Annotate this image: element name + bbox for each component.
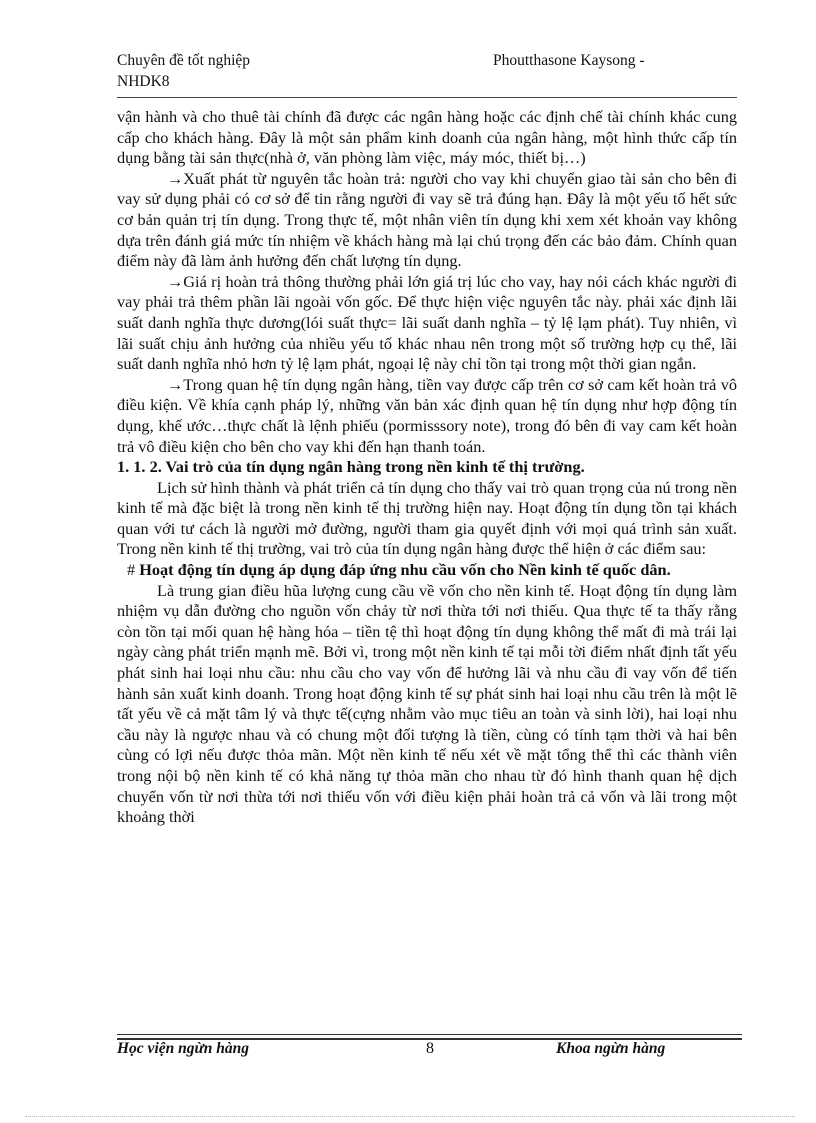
section-heading: 1. 1. 2. Vai trò của tín dụng ngân hàng trong nền kinh tế thị trường. (117, 457, 585, 477)
paragraph-3: →Giá rị hoàn trả thông thường phải lớn giá trị lúc cho vay, hay nói cách khác người đi vay phải trả thêm phần lãi ngoài vốn gốc. Để thực hiện việc nguyên tắc này. phải xác định lãi suất danh nghĩa thực dương(lói suất thực= lãi suất danh nghĩa – tỷ lệ lạm phát). Tuy nhiên, vì lãi suất chịu ảnh hưởng của nhiều yếu tố khác nhau nên trong một số trường hợp cụ thể, lãi suất danh nghĩa nhỏ hơn tỷ lệ lạm phát, ngoại lệ này chỉ tồn tại trong một thời gian ngắn. (117, 271, 737, 374)
page-edge-divider (25, 1116, 795, 1117)
paragraph-6: Là trung gian điều hũa lượng cung cầu về vốn cho nền kinh tế. Hoạt động tín dụng làm nhiệm vụ dẫn đường cho nguồn vốn chảy từ nơi thừa tới nơi thiếu. Qua thực tế ta thấy rằng còn tồn tại mối quan hệ hàng hóa – tiền tệ thì hoạt động tín dụng không thể mất đi mà trái lại ngày càng phát triển mạnh mẽ. Bởi vì, trong một nền kinh tế tại mỗi tời điểm nhất định tất yếu phát sinh hai loại nhu cầu: nhu cầu cho vay vốn để hưởng lãi và nhu cầu đi vay vốn để tiến hành sản xuất kinh doanh. Trong hoạt động kinh tế sự phát sinh hai loại nhu cầu trên là một lẽ tất yếu về cả mặt tâm lý và thực tế(cựng nhằm vào mục tiêu an toàn và sinh lời), hai loại nhu cầu này là ngược nhau và có chung một đối tượng là tiền, cùng có tính tạm thời và hai bên cùng có lợi nếu được thỏa mãn. Một nền kinh tế nếu xét về mặt tổng thể thì các thành viên trong nội bộ nền kinh tế có khả năng tự thỏa mãn cho nhau từ đó hình thanh quan hệ dịch chuyển vốn từ nơi thừa tới nơi thiếu vốn với điều kiện phải hoàn trả cả vốn và lãi trong một khoảng thời (117, 580, 737, 827)
header-rule (117, 97, 737, 98)
thesis-title: Chuyên đề tốt nghiệp (117, 52, 251, 69)
page-number: 8 (426, 1040, 434, 1057)
footer-department: Khoa ngừn hàng (556, 1040, 666, 1057)
footer-institution: Học viện ngừn hàng (117, 1040, 250, 1057)
hash-marker: # (127, 560, 140, 580)
paragraph-5: Lịch sử hình thành và phát triển cả tín dụng cho thấy vai trò quan trọng của nú trong nền kinh tế mà đặc biệt là trong nền kinh tế thị trường hiện nay. Hoạt động tín dụng tồn tại khách quan với tư cách là người mở đường, người tham gia quyết định với mọi quá trình sản xuất. Trong nền kinh tế thị trường, vai trò của tín dụng ngân hàng được thể hiện ở các điểm sau: (117, 477, 737, 559)
footer-rule (117, 1034, 742, 1035)
paragraph-4: →Trong quan hệ tín dụng ngân hàng, tiền vay được cấp trên cơ sở cam kết hoàn trả vô điều kiện. Về khía cạnh pháp lý, những văn bản xác định quan hệ tín dụng như hợp động tín dụng, khế ước…thực chất là lệnh phiếu (pormisssory note), trong đó bên đi vay cam kết hoàn trả vô điều kiện cho bên cho vay khi đến hạn thanh toán. (117, 374, 737, 456)
paragraph-2: →Xuất phát từ nguyên tắc hoàn trả: người cho vay khi chuyển giao tài sản cho bên đi vay sử dụng phải có cơ sở để tin rằng người đi vay sẽ trả đúng hạn. Đây là một yếu tố hết sức cơ bản quản trị tín dụng. Trong thực tế, một nhân viên tín dụng khi xem xét khoản vay không dựa trên đánh giá mức tín nhiệm về khách hàng mà lại chú trọng đến các bảo đảm. Chính quan điểm này đã làm ảnh hưởng đến chất lượng tín dụng. (117, 168, 737, 271)
subsection-heading-text: Hoạt động tín dụng áp dụng đáp ứng nhu cầu vốn cho Nền kinh tế quốc dân. (139, 560, 671, 580)
paragraph-1: vận hành và cho thuê tài chính đã được các ngân hàng hoặc các định chế tài chính khác cung cấp cho khách hàng. Đây là một sản phẩm kinh doanh của ngân hàng, một hình thức cấp tín dụng bằng tài sản thực(nhà ở, văn phòng làm việc, máy móc, thiết bị…) (117, 107, 737, 168)
class-code: NHDK8 (117, 73, 170, 90)
subsection-heading (117, 560, 737, 581)
document-body (117, 107, 737, 828)
author-name: Phoutthasone Kaysong - (493, 52, 645, 69)
